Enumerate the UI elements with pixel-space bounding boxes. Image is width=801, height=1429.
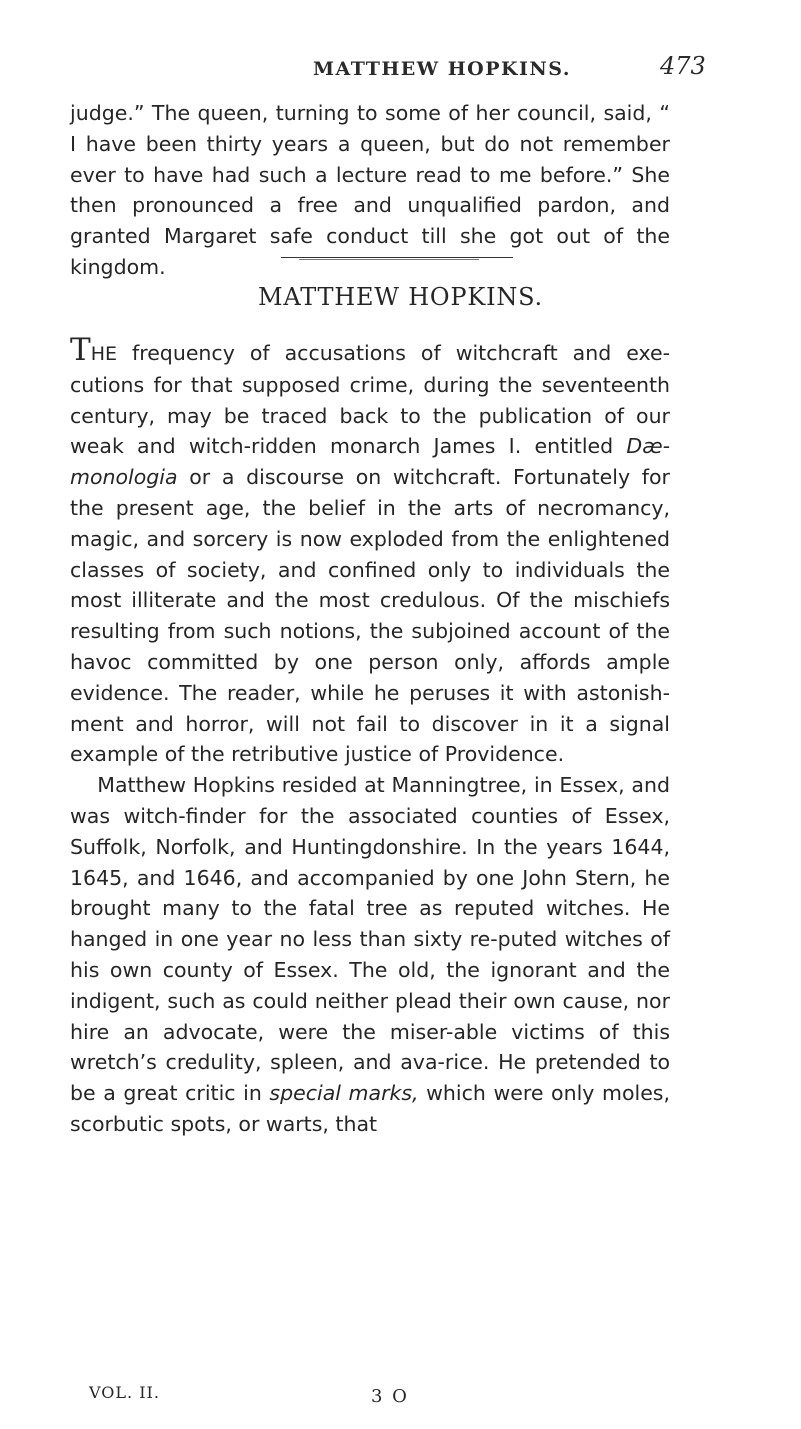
page-number: 473 <box>660 52 706 80</box>
signature-mark: 3 O <box>371 1386 409 1407</box>
running-head: MATTHEW HOPKINS. <box>313 58 571 80</box>
intro-paragraph <box>70 98 670 283</box>
chapter-title: MATTHEW HOPKINS. <box>258 283 543 311</box>
book-title: Dæ-monologia <box>70 434 670 490</box>
special-marks-phrase: special marks, <box>269 1081 419 1106</box>
paragraph-1-text: frequency of accusations of witchcraft and exe-cutions for that supposed crime, during the seventeenth century, may be traced back to the publication of our weak and witch-ridden monarch James I. entitled <box>70 341 670 459</box>
chapter-paragraph-1 <box>70 332 670 770</box>
paragraph-2-start: Matthew Hopkins resided at Manningtree, in Essex, and was witch-finder for the associated counties of Essex, Suffolk, Norfolk, and Huntingdonshire. In the years 1644, 1645, and 1646, and accompanied by one John Stern, he brought many to the fatal tree as reputed witches. He hanged in one year no less than sixty re-puted witches of his own county of Essex. The old, the ignorant and the indigent, such as could neither plead their own cause, nor hire an advocate, were the miser-able victims of this wretch’s credulity, spleen, and ava-rice. He pretended to be a great critic in <box>70 773 670 1106</box>
chapter-paragraph-2 <box>70 770 670 1140</box>
chapter-body <box>70 332 670 1140</box>
volume-marker: VOL. II. <box>89 1383 160 1402</box>
drop-cap: T <box>70 332 91 368</box>
section-divider-rule <box>281 257 513 258</box>
paragraph-2-end: which were only moles, scorbutic spots, or warts, that <box>70 1081 670 1136</box>
drop-cap-rest: HE <box>90 343 117 365</box>
intro-paragraph-text: judge.” The queen, turning to some of her council, said, “ I have been thirty years a queen, but do not remember ever to have had such a lecture read to me before.” She then pronounced a free and unqualified pardon, and granted Margaret safe conduct till she got out of the kingdom. <box>70 101 670 279</box>
paragraph-1-end: or a discourse on witchcraft. Fortunately for the present age, the belief in the arts of necromancy, magic, and sorcery is now exploded from the enlightened classes of society, and confined only to individuals the most illiterate and the most credulous. Of the mischiefs resulting from such notions, the subjoined account of the havoc committed by one person only, affords ample evidence. The reader, while he peruses it with astonish-ment and horror, will not fail to discover in it a signal example of the retributive justice of Providence. <box>70 465 670 767</box>
